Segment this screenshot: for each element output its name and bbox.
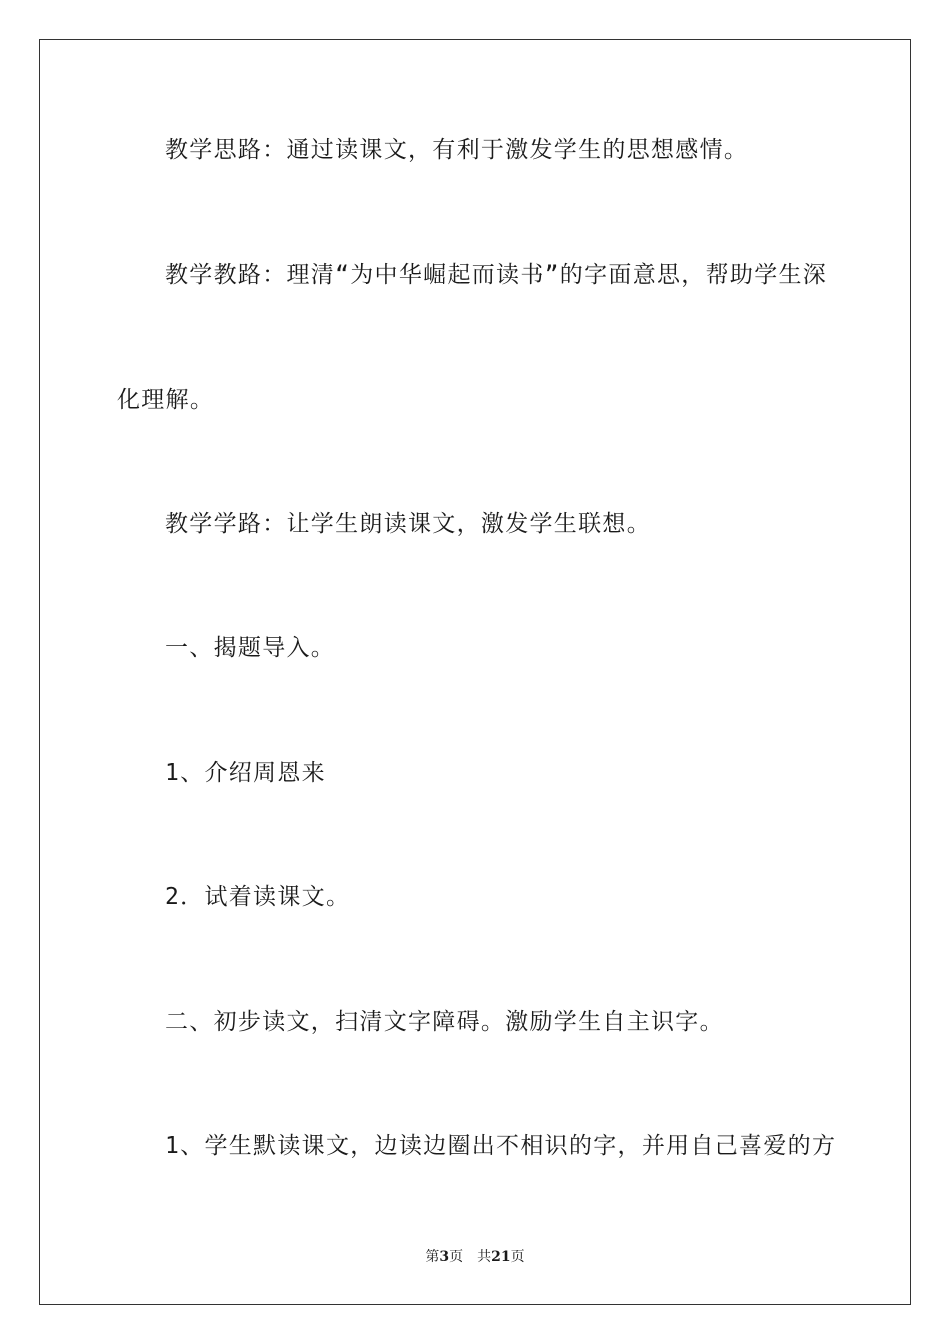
total-prefix: 共 bbox=[477, 1249, 492, 1265]
list-item-1: 1、介绍周恩来 bbox=[165, 760, 326, 786]
total-pages: 21 bbox=[491, 1249, 511, 1265]
list-item-2: 2．试着读课文。 bbox=[165, 884, 351, 910]
page-border bbox=[39, 39, 911, 1305]
page-prefix: 第 bbox=[425, 1249, 440, 1265]
section-heading-one: 一、揭题导入。 bbox=[165, 635, 336, 661]
section-heading-two: 二、初步读文，扫清文字障碍。激励学生自主识字。 bbox=[165, 1009, 724, 1035]
total-suffix: 页 bbox=[510, 1249, 525, 1265]
list-item-3: 1、学生默读课文，边读边圈出不相识的字，并用自己喜爱的方 bbox=[165, 1133, 837, 1159]
paragraph-teaching-approach: 教学思路：通过读课文，有利于激发学生的思想感情。 bbox=[165, 137, 749, 163]
paragraph-teaching-method-continued: 化理解。 bbox=[117, 387, 215, 413]
page-number: 3 bbox=[439, 1249, 450, 1265]
paragraph-teaching-method: 教学教路：理清“为中华崛起而读书”的字面意思，帮助学生深 bbox=[165, 262, 828, 288]
page-suffix: 页 bbox=[449, 1249, 464, 1265]
paragraph-learning-method: 教学学路：让学生朗读课文，激发学生联想。 bbox=[165, 511, 651, 537]
page-footer bbox=[0, 1248, 950, 1266]
